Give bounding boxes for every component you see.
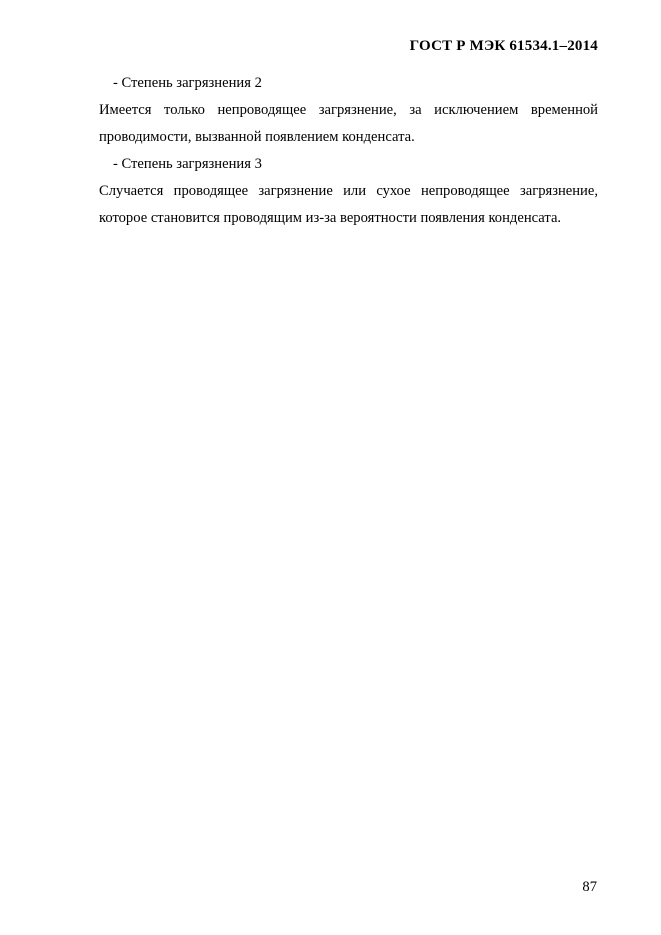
paragraph-line: Имеется только непроводящее загрязнение, за исключением временной [99,102,598,118]
page-content [99,70,598,232]
page-number: 87 [582,879,597,895]
paragraph-line: проводимости, вызванной появлением конденсата. [99,129,415,145]
pollution-degree-2-item: - Степень загрязнения 2 [113,75,262,91]
pollution-degree-3-description [99,178,598,232]
pollution-degree-3-item: - Степень загрязнения 3 [113,156,262,172]
pollution-degree-2-description [99,97,598,151]
document-code-header: ГОСТ Р МЭК 61534.1–2014 [409,38,598,54]
paragraph-line: Случается проводящее загрязнение или сухое непроводящее загрязнение, [99,183,598,199]
paragraph-line: которое становится проводящим из-за вероятности появления конденсата. [99,210,562,226]
